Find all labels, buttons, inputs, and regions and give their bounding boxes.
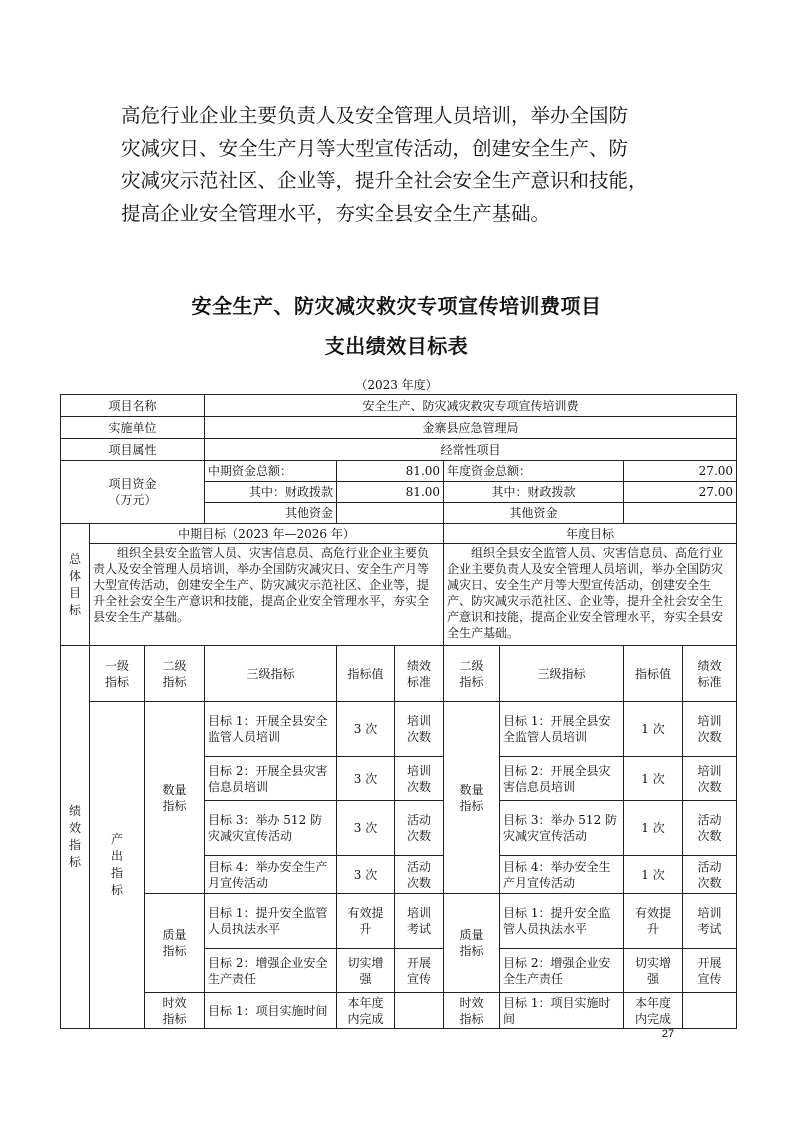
unit-label: 实施单位: [61, 417, 205, 439]
year-indicator-value: 1 次: [624, 856, 683, 894]
mid-indicator-standard: 培训 次数: [395, 757, 444, 801]
year-other-label: 其他资金: [444, 503, 624, 524]
mid-indicator-value: 3 次: [337, 856, 395, 894]
performance-table: [60, 394, 737, 1029]
year-indicator-name: 目标 2：增强企业安全生产责任: [500, 949, 624, 993]
year-indicator-name: 目标 1：项目实施时间: [500, 993, 624, 1029]
standard-header-year: 绩效 标准: [683, 646, 737, 702]
level2-header: 二级 指标: [145, 646, 205, 702]
year-indicator-name: 目标 1：提升安全监管人员执法水平: [500, 894, 624, 949]
year-indicator-standard: 培训 考试: [683, 894, 737, 949]
intro-paragraph: [121, 100, 681, 230]
mid-indicator-name: 目标 4：举办安全生产月宣传活动: [205, 856, 337, 894]
mid-indicator-value: 3 次: [337, 702, 395, 757]
level1-header: 一级 指标: [90, 646, 145, 702]
mid-fiscal-value: 81.00: [337, 482, 444, 503]
table-row: [61, 524, 737, 544]
mid-other-label: 其他资金: [205, 503, 337, 524]
mid-fiscal-label: 其中：财政拨款: [205, 482, 337, 503]
mid-indicator-value: 切实增 强: [337, 949, 395, 993]
attr-label: 项目属性: [61, 439, 205, 461]
year-indicator-name: 目标 1：开展全县安全监管人员培训: [500, 702, 624, 757]
year-indicator-name: 目标 2：开展全县灾害信息员培训: [500, 757, 624, 801]
value-header: 指标值: [337, 646, 395, 702]
project-name-value: 安全生产、防灾减灾救灾专项宣传培训费: [205, 395, 737, 417]
timeliness-indicator-label: 时效 指标: [145, 993, 205, 1029]
perf-indicator-label: 绩 效 指 标: [61, 646, 90, 1029]
table-title-line-1: 安全生产、防灾减灾救灾专项宣传培训费项目: [191, 294, 602, 318]
mid-indicator-name: 目标 3：举办 512 防灾减灾宣传活动: [205, 801, 337, 856]
mid-indicator-name: 目标 1：项目实施时间: [205, 993, 337, 1029]
table-row: [61, 395, 737, 417]
page-number: 27: [661, 1028, 675, 1040]
year-indicator-name: 目标 3：举办 512 防灾减灾宣传活动: [500, 801, 624, 856]
mid-indicator-name: 目标 2：开展全县灾害信息员培训: [205, 757, 337, 801]
table-row: [61, 544, 737, 646]
mid-indicator-value: 3 次: [337, 757, 395, 801]
quality-indicator-label-year: 质量 指标: [444, 894, 500, 993]
unit-value: 金寨县应急管理局: [205, 417, 737, 439]
intro-line: 高危行业企业主要负责人及安全管理人员培训，举办全国防: [121, 104, 629, 127]
table-title-line-2: 支出绩效目标表: [324, 334, 469, 358]
funds-label: 项目资金 （万元）: [61, 461, 205, 524]
year-fiscal-label: 其中：财政拨款: [444, 482, 624, 503]
year-indicator-standard: 活动 次数: [683, 856, 737, 894]
mid-indicator-name: 目标 1：开展全县安全监管人员培训: [205, 702, 337, 757]
mid-indicator-standard: 活动 次数: [395, 801, 444, 856]
year-indicator-value: 有效提 升: [624, 894, 683, 949]
overall-goal-label: 总 体 目 标: [61, 524, 90, 646]
intro-line: 提高企业安全管理水平，夯实全县安全生产基础。: [121, 201, 551, 225]
year-indicator-name: 目标 4：举办安全生产月宣传活动: [500, 856, 624, 894]
mid-other-value: [337, 503, 444, 524]
year-indicator-value: 1 次: [624, 801, 683, 856]
table-row: [61, 702, 737, 757]
quality-indicator-label: 质量 指标: [145, 894, 205, 993]
project-name-label: 项目名称: [61, 395, 205, 417]
mid-indicator-value: 本年度 内完成: [337, 993, 395, 1029]
mid-indicator-value: 3 次: [337, 801, 395, 856]
year-indicator-value: 1 次: [624, 757, 683, 801]
mid-indicator-standard: 活动 次数: [395, 856, 444, 894]
mid-indicator-value: 有效提 升: [337, 894, 395, 949]
year-indicator-value: 1 次: [624, 702, 683, 757]
table-row: [61, 439, 737, 461]
level3-header: 三级指标: [205, 646, 337, 702]
table-row: [61, 461, 737, 482]
year-indicator-standard: 培训 次数: [683, 702, 737, 757]
year-label: （2023 年度）: [355, 378, 438, 392]
mid-goal-text: 组织全县安全监管人员、灾害信息员、高危行业企业主要负责人及安全管理人员培训，举办全国防灾减灾日、安全生产月等大型宣传活动，创建安全生产、防灾减灾示范社区、企业等，提升全社会安全生产意识和技能，提高企业安全管理水平，夯实全县安全生产基础。: [90, 544, 444, 646]
intro-line: 灾减灾示范社区、企业等，提升全社会安全生产意识和技能，: [121, 169, 648, 192]
table-row: [61, 993, 737, 1029]
year-indicator-standard: 活动 次数: [683, 801, 737, 856]
year-indicator-standard: 开展 宣传: [683, 949, 737, 993]
year-indicator-standard: 培训 次数: [683, 757, 737, 801]
quantity-indicator-label-year: 数量 指标: [444, 702, 500, 894]
year-goal-text: 组织全县安全监管人员、灾害信息员、高危行业企业主要负责人及安全管理人员培训，举办全国防灾减灾日、安全生产月等大型宣传活动，创建安全生产、防灾减灾示范社区、企业等，提升全社会安全生产意识和技能，提高企业安全管理水平，夯实全县安全生产基础。: [444, 544, 737, 646]
year-indicator-value: 本年度 内完成: [624, 993, 683, 1029]
value-header-year: 指标值: [624, 646, 683, 702]
mid-goal-header: 中期目标（2023 年—2026 年）: [90, 524, 444, 544]
quantity-indicator-label: 数量 指标: [145, 702, 205, 894]
mid-indicator-name: 目标 1：提升安全监管人员执法水平: [205, 894, 337, 949]
mid-indicator-name: 目标 2：增强企业安全生产责任: [205, 949, 337, 993]
timeliness-indicator-label-year: 时效 指标: [444, 993, 500, 1029]
mid-indicator-standard: [395, 993, 444, 1029]
output-indicator-label: 产 出 指 标: [90, 702, 145, 1029]
intro-line: 灾减灾日、安全生产月等大型宣传活动，创建安全生产、防: [121, 136, 629, 160]
year-total-value: 27.00: [624, 461, 737, 482]
year-indicator-value: 切实增 强: [624, 949, 683, 993]
level2-header-year: 二级 指标: [444, 646, 500, 702]
mid-indicator-standard: 培训 次数: [395, 702, 444, 757]
year-goal-header: 年度目标: [444, 524, 737, 544]
year-other-value: [624, 503, 737, 524]
standard-header: 绩效 标准: [395, 646, 444, 702]
mid-indicator-standard: 培训 考试: [395, 894, 444, 949]
level3-header-year: 三级指标: [500, 646, 624, 702]
table-row: [61, 417, 737, 439]
year-indicator-standard: [683, 993, 737, 1029]
mid-indicator-standard: 开展 宣传: [395, 949, 444, 993]
attr-value: 经常性项目: [205, 439, 737, 461]
year-fiscal-value: 27.00: [624, 482, 737, 503]
mid-total-label: 中期资金总额：: [205, 461, 337, 482]
mid-total-value: 81.00: [337, 461, 444, 482]
table-row: [61, 894, 737, 949]
year-total-label: 年度资金总额：: [444, 461, 624, 482]
table-row: [61, 646, 737, 702]
